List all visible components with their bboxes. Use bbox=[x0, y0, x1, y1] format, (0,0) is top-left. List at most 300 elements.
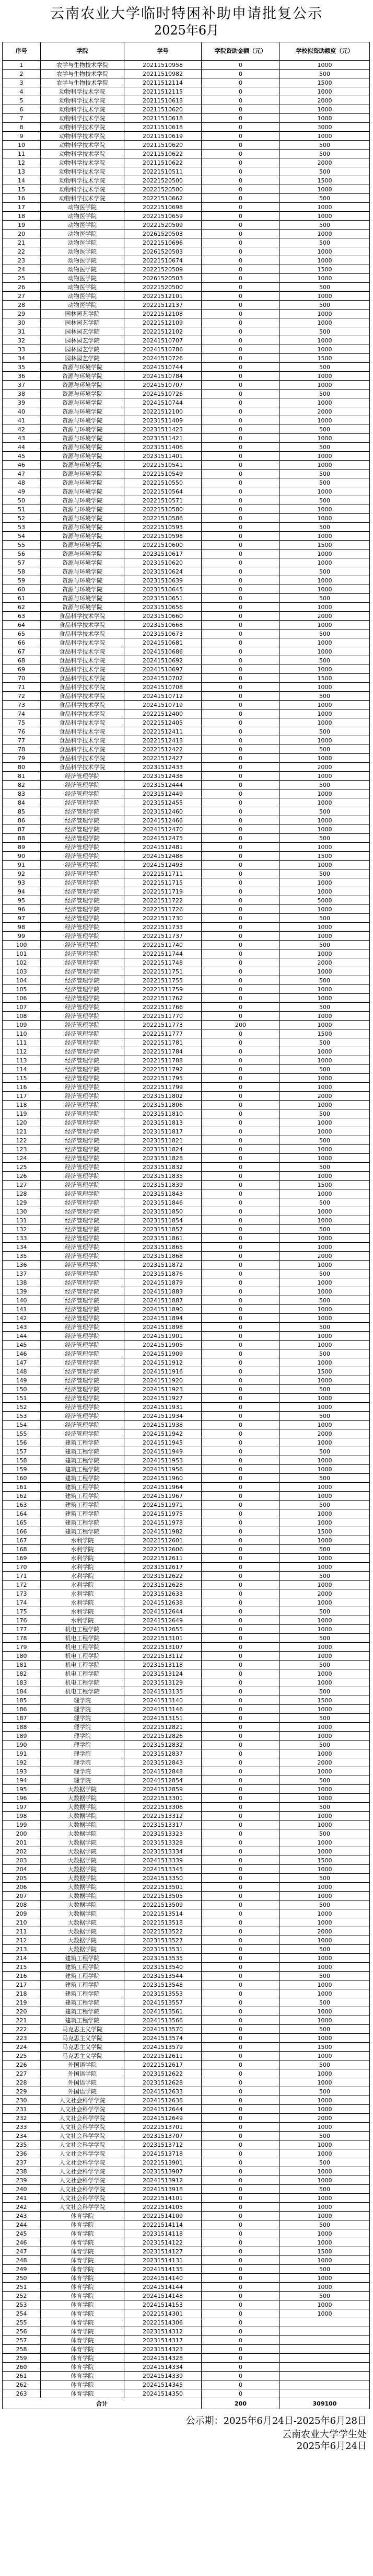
table-row bbox=[3, 807, 370, 816]
row-school-amount: 0 bbox=[202, 1189, 280, 1198]
row-seq: 47 bbox=[3, 470, 41, 478]
row-student-id: 20241511949 bbox=[124, 1447, 202, 1456]
row-grant: 1000 bbox=[280, 114, 370, 123]
row-grant: 1000 bbox=[280, 967, 370, 976]
row-student-id: 20221512422 bbox=[124, 745, 202, 754]
row-seq: 75 bbox=[3, 718, 41, 727]
row-seq: 201 bbox=[3, 1838, 41, 1847]
row-grant: 1000 bbox=[280, 1865, 370, 1874]
table-row bbox=[3, 2203, 370, 2212]
row-school-amount: 0 bbox=[202, 407, 280, 416]
row-student-id: 20241514140 bbox=[124, 2274, 202, 2283]
row-college: 经济管理学院 bbox=[41, 985, 124, 994]
table-row bbox=[3, 905, 370, 914]
row-college: 经济管理学院 bbox=[41, 1021, 124, 1029]
table-row bbox=[3, 798, 370, 807]
row-student-id: 20221513107 bbox=[124, 1643, 202, 1652]
row-school-amount: 0 bbox=[202, 1998, 280, 2007]
row-school-amount: 0 bbox=[202, 1483, 280, 1492]
row-grant: 1000 bbox=[280, 1394, 370, 1403]
row-college: 经济管理学院 bbox=[41, 1385, 124, 1394]
row-college: 经济管理学院 bbox=[41, 878, 124, 887]
row-grant: 1000 bbox=[280, 585, 370, 594]
table-row bbox=[3, 594, 370, 603]
table-row bbox=[3, 1758, 370, 1767]
row-grant: 1000 bbox=[280, 1243, 370, 1252]
table-row bbox=[3, 2292, 370, 2300]
row-student-id: 20221510586 bbox=[124, 514, 202, 523]
row-student-id: 20241513718 bbox=[124, 2149, 202, 2158]
row-school-amount: 0 bbox=[202, 1207, 280, 1216]
row-college: 食品科学技术学院 bbox=[41, 656, 124, 665]
row-college: 建筑工程学院 bbox=[41, 1954, 124, 1963]
row-grant: 1000 bbox=[280, 1847, 370, 1856]
row-grant: 1000 bbox=[280, 2274, 370, 2283]
row-student-id: 20241510707 bbox=[124, 336, 202, 345]
row-grant: 500 bbox=[280, 567, 370, 576]
table-row bbox=[3, 461, 370, 470]
row-seq: 189 bbox=[3, 1732, 41, 1741]
row-college: 理学院 bbox=[41, 1696, 124, 1705]
row-grant: 1500 bbox=[280, 78, 370, 87]
row-seq: 228 bbox=[3, 2078, 41, 2087]
row-college: 经济管理学院 bbox=[41, 1029, 124, 1038]
table-row bbox=[3, 1261, 370, 1269]
row-seq: 150 bbox=[3, 1385, 41, 1394]
row-school-amount: 0 bbox=[202, 1607, 280, 1616]
row-college: 经济管理学院 bbox=[41, 976, 124, 985]
row-seq: 249 bbox=[3, 2265, 41, 2274]
row-seq: 106 bbox=[3, 994, 41, 1003]
row-grant: 500 bbox=[280, 1474, 370, 1483]
row-seq: 1 bbox=[3, 61, 41, 70]
row-seq: 118 bbox=[3, 1101, 41, 1109]
row-college: 动物科学技术学院 bbox=[41, 194, 124, 203]
row-college: 理学院 bbox=[41, 1732, 124, 1741]
table-row bbox=[3, 283, 370, 292]
row-school-amount: 0 bbox=[202, 2025, 280, 2034]
row-college: 水利学院 bbox=[41, 1536, 124, 1545]
row-student-id: 20221512611 bbox=[124, 1554, 202, 1563]
table-row bbox=[3, 292, 370, 301]
row-school-amount: 0 bbox=[202, 2380, 280, 2389]
row-grant: 2000 bbox=[280, 763, 370, 772]
table-row bbox=[3, 212, 370, 221]
row-college: 体育学院 bbox=[41, 2220, 124, 2229]
row-school-amount: 0 bbox=[202, 1012, 280, 1021]
row-school-amount: 0 bbox=[202, 256, 280, 265]
row-student-id: 20221512137 bbox=[124, 301, 202, 310]
row-student-id: 20241513574 bbox=[124, 2034, 202, 2043]
row-student-id: 20231510673 bbox=[124, 629, 202, 638]
row-grant: 1500 bbox=[280, 674, 370, 683]
row-grant: 1000 bbox=[280, 487, 370, 496]
row-student-id: 20211510982 bbox=[124, 70, 202, 78]
row-grant: 1000 bbox=[280, 1554, 370, 1563]
row-college: 食品科学技术学院 bbox=[41, 718, 124, 727]
row-college: 动物科学技术学院 bbox=[41, 167, 124, 176]
table-row bbox=[3, 1918, 370, 1927]
row-seq: 164 bbox=[3, 1509, 41, 1518]
table-row bbox=[3, 1625, 370, 1634]
row-school-amount: 0 bbox=[202, 1385, 280, 1394]
row-school-amount: 0 bbox=[202, 1963, 280, 1972]
table-row bbox=[3, 1038, 370, 1047]
row-college: 经济管理学院 bbox=[41, 1234, 124, 1243]
row-seq: 196 bbox=[3, 1794, 41, 1803]
row-grant: 1500 bbox=[280, 1696, 370, 1705]
row-student-id: 20231513323 bbox=[124, 1829, 202, 1838]
table-row bbox=[3, 1607, 370, 1616]
header-student-id: 学号 bbox=[124, 42, 202, 61]
row-school-amount: 0 bbox=[202, 1314, 280, 1323]
row-seq: 104 bbox=[3, 976, 41, 985]
row-school-amount: 0 bbox=[202, 1421, 280, 1429]
row-grant: 1000 bbox=[280, 345, 370, 354]
row-seq: 132 bbox=[3, 1225, 41, 1234]
row-grant: 1000 bbox=[280, 1678, 370, 1687]
row-grant: 1000 bbox=[280, 905, 370, 914]
row-seq: 226 bbox=[3, 2060, 41, 2069]
row-seq: 26 bbox=[3, 283, 41, 292]
table-row bbox=[3, 674, 370, 683]
table-row bbox=[3, 1749, 370, 1758]
row-seq: 179 bbox=[3, 1643, 41, 1652]
row-school-amount: 0 bbox=[202, 96, 280, 105]
row-seq: 65 bbox=[3, 629, 41, 638]
row-college: 水利学院 bbox=[41, 1598, 124, 1607]
row-seq: 170 bbox=[3, 1563, 41, 1572]
row-student-id: 20231513328 bbox=[124, 1838, 202, 1847]
row-seq: 139 bbox=[3, 1287, 41, 1296]
row-school-amount: 0 bbox=[202, 2007, 280, 2016]
row-college: 食品科学技术学院 bbox=[41, 638, 124, 647]
row-seq: 71 bbox=[3, 683, 41, 692]
row-student-id: 20221512601 bbox=[124, 1536, 202, 1545]
table-row bbox=[3, 1936, 370, 1945]
row-school-amount: 0 bbox=[202, 114, 280, 123]
table-row bbox=[3, 843, 370, 852]
row-school-amount: 0 bbox=[202, 692, 280, 701]
row-student-id: 20241511923 bbox=[124, 1385, 202, 1394]
table-row bbox=[3, 150, 370, 158]
row-grant: 500 bbox=[280, 443, 370, 452]
row-student-id: 20231512444 bbox=[124, 781, 202, 789]
row-school-amount: 0 bbox=[202, 1545, 280, 1554]
row-seq: 24 bbox=[3, 265, 41, 274]
row-college: 人文社会科学学院 bbox=[41, 2176, 124, 2185]
row-college: 人文社会科学学院 bbox=[41, 2194, 124, 2203]
row-seq: 187 bbox=[3, 1714, 41, 1723]
row-student-id: 20231511872 bbox=[124, 1261, 202, 1269]
row-seq: 209 bbox=[3, 1909, 41, 1918]
row-seq: 69 bbox=[3, 665, 41, 674]
row-student-id: 20241511942 bbox=[124, 1429, 202, 1438]
row-student-id: 20231511868 bbox=[124, 1252, 202, 1261]
row-school-amount: 0 bbox=[202, 656, 280, 665]
table-row bbox=[3, 1394, 370, 1403]
row-student-id: 20221511795 bbox=[124, 1074, 202, 1083]
table-row bbox=[3, 2069, 370, 2078]
row-college: 建筑工程学院 bbox=[41, 1492, 124, 1501]
row-college: 机电工程学院 bbox=[41, 1687, 124, 1696]
row-school-amount: 0 bbox=[202, 1714, 280, 1723]
row-college: 经济管理学院 bbox=[41, 1118, 124, 1127]
row-grant: 1000 bbox=[280, 434, 370, 443]
row-seq: 167 bbox=[3, 1536, 41, 1545]
row-seq: 57 bbox=[3, 558, 41, 567]
row-college: 建筑工程学院 bbox=[41, 2007, 124, 2016]
row-grant: 500 bbox=[280, 1972, 370, 1980]
row-college: 经济管理学院 bbox=[41, 781, 124, 789]
row-student-id: 20231511810 bbox=[124, 1109, 202, 1118]
row-college: 动物医学院 bbox=[41, 238, 124, 247]
row-school-amount: 0 bbox=[202, 852, 280, 861]
row-school-amount: 0 bbox=[202, 2238, 280, 2247]
row-grant: 1000 bbox=[280, 1341, 370, 1349]
row-college: 大数据学院 bbox=[41, 1865, 124, 1874]
row-grant: 1000 bbox=[280, 2167, 370, 2176]
row-seq: 54 bbox=[3, 532, 41, 541]
row-grant: 1000 bbox=[280, 1456, 370, 1465]
row-school-amount: 0 bbox=[202, 558, 280, 567]
row-seq: 212 bbox=[3, 1936, 41, 1945]
row-grant: 1000 bbox=[280, 1438, 370, 1447]
row-grant: 1000 bbox=[280, 1616, 370, 1625]
table-row bbox=[3, 1358, 370, 1367]
row-grant: 1000 bbox=[280, 1767, 370, 1776]
table-row bbox=[3, 2212, 370, 2220]
table-row bbox=[3, 2309, 370, 2318]
row-student-id: 20231512628 bbox=[124, 2078, 202, 2087]
row-school-amount: 0 bbox=[202, 1936, 280, 1945]
row-seq: 117 bbox=[3, 1092, 41, 1101]
row-grant: 1000 bbox=[280, 1989, 370, 1998]
row-school-amount: 0 bbox=[202, 1581, 280, 1589]
table-row bbox=[3, 789, 370, 798]
table-row bbox=[3, 2132, 370, 2140]
row-college: 建筑工程学院 bbox=[41, 1980, 124, 1989]
table-row bbox=[3, 1776, 370, 1785]
row-grant: 1000 bbox=[280, 292, 370, 301]
row-college: 资源与环境学院 bbox=[41, 487, 124, 496]
row-seq: 183 bbox=[3, 1678, 41, 1687]
row-grant: 500 bbox=[280, 523, 370, 532]
table-row bbox=[3, 985, 370, 994]
row-grant: 500 bbox=[280, 1296, 370, 1305]
table-row bbox=[3, 2167, 370, 2176]
row-student-id: 20231512449 bbox=[124, 789, 202, 798]
row-grant: 1000 bbox=[280, 1723, 370, 1732]
table-row bbox=[3, 1892, 370, 1900]
row-seq: 197 bbox=[3, 1803, 41, 1812]
row-school-amount: 0 bbox=[202, 2247, 280, 2256]
row-student-id: 20241510707 bbox=[124, 381, 202, 390]
row-seq: 202 bbox=[3, 1847, 41, 1856]
row-college: 体育学院 bbox=[41, 2345, 124, 2354]
total-grant: 309100 bbox=[280, 2398, 370, 2409]
row-seq: 8 bbox=[3, 123, 41, 132]
row-college: 理学院 bbox=[41, 1776, 124, 1785]
row-seq: 33 bbox=[3, 345, 41, 354]
table-row bbox=[3, 896, 370, 905]
row-school-amount: 0 bbox=[202, 1349, 280, 1358]
row-college: 人文社会科学学院 bbox=[41, 2140, 124, 2149]
row-college: 资源与环境学院 bbox=[41, 514, 124, 523]
row-school-amount: 0 bbox=[202, 1927, 280, 1936]
row-college: 资源与环境学院 bbox=[41, 363, 124, 372]
row-grant: 500 bbox=[280, 656, 370, 665]
row-school-amount: 0 bbox=[202, 1056, 280, 1065]
row-seq: 128 bbox=[3, 1189, 41, 1198]
row-student-id: 20231511832 bbox=[124, 1163, 202, 1172]
row-seq: 58 bbox=[3, 567, 41, 576]
row-school-amount: 0 bbox=[202, 1172, 280, 1181]
row-grant: 2000 bbox=[280, 407, 370, 416]
table-row bbox=[3, 318, 370, 327]
row-seq: 7 bbox=[3, 114, 41, 123]
table-row bbox=[3, 958, 370, 967]
row-grant: 1000 bbox=[280, 230, 370, 238]
row-seq: 4 bbox=[3, 87, 41, 96]
row-grant: 500 bbox=[280, 1109, 370, 1118]
row-college: 理学院 bbox=[41, 1705, 124, 1714]
row-seq: 123 bbox=[3, 1145, 41, 1154]
row-college: 食品科学技术学院 bbox=[41, 754, 124, 763]
row-seq: 114 bbox=[3, 1065, 41, 1074]
header-seq: 序号 bbox=[3, 42, 41, 61]
row-school-amount: 0 bbox=[202, 2034, 280, 2043]
table-row bbox=[3, 772, 370, 781]
table-row bbox=[3, 2336, 370, 2345]
table-row bbox=[3, 1527, 370, 1536]
row-student-id: 20241512638 bbox=[124, 2096, 202, 2105]
row-seq: 31 bbox=[3, 327, 41, 336]
table-row bbox=[3, 878, 370, 887]
row-grant: 500 bbox=[280, 1874, 370, 1883]
table-row bbox=[3, 2052, 370, 2060]
table-row bbox=[3, 994, 370, 1003]
row-grant: 1000 bbox=[280, 603, 370, 612]
row-grant: 1000 bbox=[280, 505, 370, 514]
table-row bbox=[3, 1118, 370, 1127]
row-seq: 48 bbox=[3, 478, 41, 487]
row-seq: 23 bbox=[3, 256, 41, 265]
row-college: 人文社会科学学院 bbox=[41, 2185, 124, 2194]
row-school-amount: 0 bbox=[202, 1527, 280, 1536]
row-school-amount: 0 bbox=[202, 2087, 280, 2096]
row-student-id: 20221511719 bbox=[124, 887, 202, 896]
row-seq: 41 bbox=[3, 416, 41, 425]
row-seq: 166 bbox=[3, 1527, 41, 1536]
row-seq: 101 bbox=[3, 949, 41, 958]
row-school-amount: 0 bbox=[202, 2372, 280, 2380]
row-school-amount: 0 bbox=[202, 2052, 280, 2060]
row-student-id: 20221510580 bbox=[124, 505, 202, 514]
row-college: 体育学院 bbox=[41, 2247, 124, 2256]
row-grant: 1000 bbox=[280, 985, 370, 994]
row-grant: 1000 bbox=[280, 736, 370, 745]
row-student-id: 20231513707 bbox=[124, 2132, 202, 2140]
row-college: 农学与生物技术学院 bbox=[41, 70, 124, 78]
row-college: 园林园艺学院 bbox=[41, 310, 124, 318]
row-grant: 1000 bbox=[280, 1047, 370, 1056]
row-student-id: 20231513118 bbox=[124, 1661, 202, 1669]
row-college: 水利学院 bbox=[41, 1607, 124, 1616]
table-row bbox=[3, 1305, 370, 1314]
row-college: 动物医学院 bbox=[41, 301, 124, 310]
row-college: 经济管理学院 bbox=[41, 967, 124, 976]
table-row bbox=[3, 612, 370, 621]
row-school-amount: 0 bbox=[202, 443, 280, 452]
table-total-row bbox=[3, 2398, 370, 2409]
row-grant: 3000 bbox=[280, 123, 370, 132]
row-college: 经济管理学院 bbox=[41, 1012, 124, 1021]
row-college: 大数据学院 bbox=[41, 1909, 124, 1918]
table-row bbox=[3, 541, 370, 549]
row-seq: 258 bbox=[3, 2345, 41, 2354]
row-school-amount: 0 bbox=[202, 1234, 280, 1243]
row-school-amount: 0 bbox=[202, 1501, 280, 1509]
row-seq: 220 bbox=[3, 2007, 41, 2016]
row-seq: 245 bbox=[3, 2229, 41, 2238]
row-school-amount: 0 bbox=[202, 1003, 280, 1012]
row-school-amount: 0 bbox=[202, 2354, 280, 2363]
row-seq: 97 bbox=[3, 914, 41, 923]
table-row bbox=[3, 230, 370, 238]
table-row bbox=[3, 416, 370, 425]
row-college: 经济管理学院 bbox=[41, 1003, 124, 1012]
table-row bbox=[3, 487, 370, 496]
row-college: 外国语学院 bbox=[41, 2078, 124, 2087]
row-grant: 500 bbox=[280, 2025, 370, 2034]
row-school-amount: 0 bbox=[202, 1918, 280, 1927]
row-seq: 177 bbox=[3, 1625, 41, 1634]
row-student-id: 20221511781 bbox=[124, 1038, 202, 1047]
row-student-id: 20221512606 bbox=[124, 1545, 202, 1554]
row-college: 动物科学技术学院 bbox=[41, 123, 124, 132]
row-seq: 27 bbox=[3, 292, 41, 301]
row-grant: 1500 bbox=[280, 354, 370, 363]
row-school-amount: 0 bbox=[202, 781, 280, 789]
row-seq: 50 bbox=[3, 496, 41, 505]
row-college: 资源与环境学院 bbox=[41, 549, 124, 558]
row-grant: 2000 bbox=[280, 1092, 370, 1101]
row-grant: 500 bbox=[280, 1225, 370, 1234]
row-school-amount: 0 bbox=[202, 354, 280, 363]
row-grant: 500 bbox=[280, 2087, 370, 2096]
row-student-id: 20241511887 bbox=[124, 1296, 202, 1305]
row-grant: 1000 bbox=[280, 1563, 370, 1572]
row-school-amount: 0 bbox=[202, 478, 280, 487]
table-row bbox=[3, 2380, 370, 2389]
table-row bbox=[3, 1794, 370, 1803]
row-school-amount: 0 bbox=[202, 2016, 280, 2025]
row-grant: 500 bbox=[280, 1634, 370, 1643]
table-row bbox=[3, 549, 370, 558]
row-college: 人文社会科学学院 bbox=[41, 2203, 124, 2212]
row-grant: 2000 bbox=[280, 2114, 370, 2123]
row-grant: 1000 bbox=[280, 1963, 370, 1972]
row-school-amount: 0 bbox=[202, 1696, 280, 1705]
row-grant: 1000 bbox=[280, 532, 370, 541]
row-grant: 1000 bbox=[280, 514, 370, 523]
row-grant: 1500 bbox=[280, 1181, 370, 1189]
row-seq: 112 bbox=[3, 1047, 41, 1056]
row-grant bbox=[280, 2389, 370, 2398]
row-school-amount: 0 bbox=[202, 514, 280, 523]
row-school-amount: 0 bbox=[202, 994, 280, 1003]
